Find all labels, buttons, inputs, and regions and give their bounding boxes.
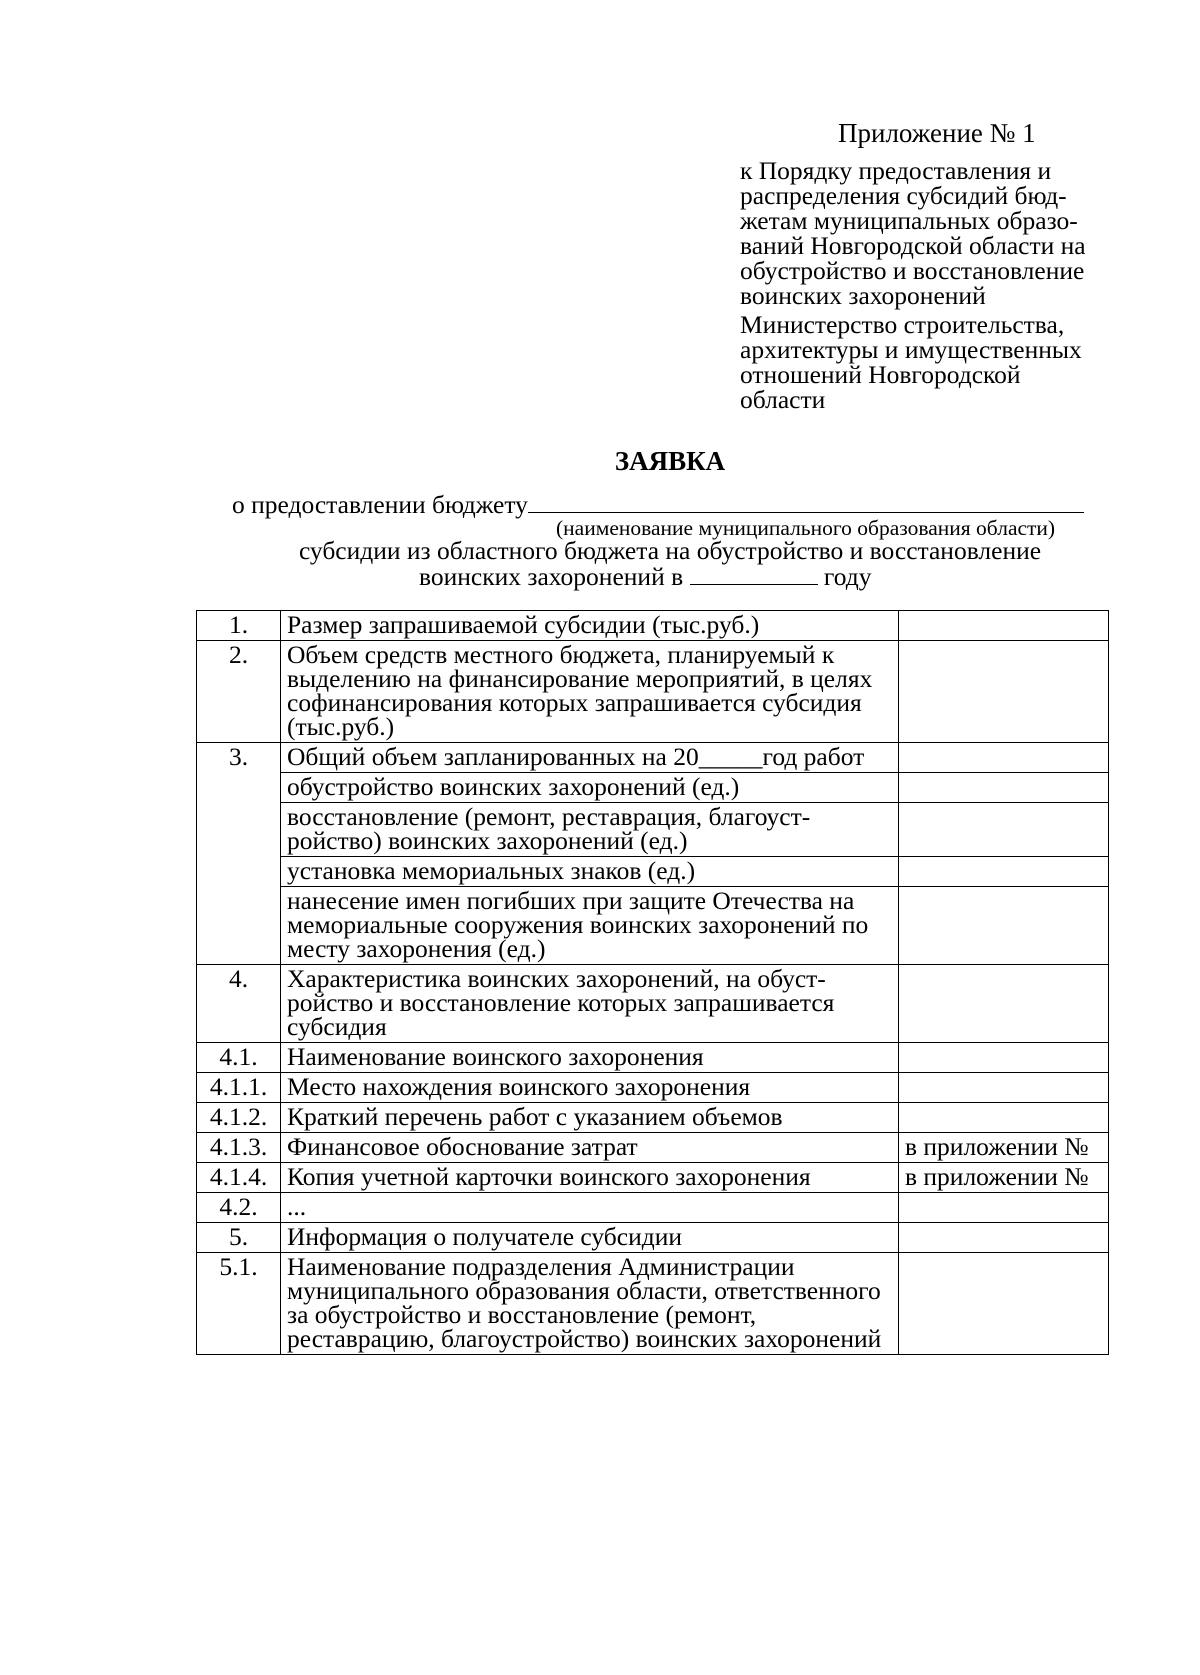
row-text: Наименование подразделения Администрации муниципального образования области, ответственного за обустройство и восстановление (ремонт, реставрацию, благоустройство) воинских захоронений: [281, 1253, 899, 1355]
row-text: восстановление (ремонт, реставрация, благоустройство) воинских захоронений (ед.): [281, 803, 899, 857]
row-number: 4.1.: [197, 1043, 281, 1073]
table-row: [197, 641, 1109, 743]
table-row: [197, 1073, 1109, 1103]
appendix-ref-line: воинских захоронений: [740, 281, 986, 310]
intro-note: (наименование муниципального образования области): [556, 516, 1056, 540]
row-text: Общий объем запланированных на 20_____год работ: [281, 743, 899, 773]
row-value: [899, 857, 1109, 887]
ministry-line: Министерство строительства,: [740, 310, 1065, 339]
row-value: [899, 1223, 1109, 1253]
row-text: нанесение имен погибших при защите Отечества на мемориальные сооружения воинских захоронений по месту захоронения (ед.): [281, 887, 899, 965]
row-value: [899, 803, 1109, 857]
row-text: Место нахождения воинского захоронения: [281, 1073, 899, 1103]
table-row: [197, 965, 1109, 1043]
ministry-line: архитектуры и имущественных: [740, 335, 1082, 364]
appendix-ref-line: жетам муниципальных образо-: [740, 206, 1078, 235]
row-value: [899, 887, 1109, 965]
row-text: Копия учетной карточки воинского захоронения: [281, 1163, 899, 1193]
row-value: [899, 743, 1109, 773]
document-title: ЗАЯВКА: [614, 446, 726, 476]
intro-line-1: [232, 490, 1084, 519]
table-row: [197, 1253, 1109, 1355]
table-row: [197, 1103, 1109, 1133]
row-value: [899, 641, 1109, 743]
row-number: 1.: [197, 611, 281, 641]
municipality-blank: [528, 490, 1084, 513]
row-value: [899, 611, 1109, 641]
table-row: [197, 887, 1109, 965]
table-row: [197, 611, 1109, 641]
row-text: обустройство воинских захоронений (ед.): [281, 773, 899, 803]
row-number: 4.: [197, 965, 281, 1043]
table-row: [197, 1163, 1109, 1193]
appendix-ref-line: ваний Новгородской области на: [740, 231, 1086, 260]
row-number: 4.1.2.: [197, 1103, 281, 1133]
row-number: 4.2.: [197, 1193, 281, 1223]
row-number: 3.: [197, 743, 281, 965]
row-value: [899, 1073, 1109, 1103]
ministry-line: области: [740, 385, 826, 414]
table-row: [197, 1043, 1109, 1073]
intro-text: году: [817, 562, 872, 591]
row-number: 2.: [197, 641, 281, 743]
year-blank: [690, 564, 818, 585]
intro-text: о предоставлении бюджету: [232, 490, 528, 519]
table-row: [197, 1133, 1109, 1163]
table-row: [197, 1223, 1109, 1253]
row-text: установка мемориальных знаков (ед.): [281, 857, 899, 887]
row-value: [899, 773, 1109, 803]
application-form-table: [196, 610, 1109, 1355]
row-value: [899, 965, 1109, 1043]
row-text: Наименование воинского захоронения: [281, 1043, 899, 1073]
appendix-ref-line: обустройство и восстановление: [740, 256, 1085, 285]
ministry-line: отношений Новгородской: [740, 360, 1021, 389]
table-row: [197, 857, 1109, 887]
row-text: Размер запрашиваемой субсидии (тыс.руб.): [281, 611, 899, 641]
row-text: Объем средств местного бюджета, планируемый к выделению на финансирование мероприятий, в целях софинансирования которых запрашивается субсидия (тыс.руб.): [281, 641, 899, 743]
intro-line-3: [419, 564, 871, 589]
row-text: Информация о получателе субсидии: [281, 1223, 899, 1253]
row-number: 4.1.4.: [197, 1163, 281, 1193]
appendix-reference: [740, 158, 1086, 308]
row-value: [899, 1253, 1109, 1355]
row-value: [899, 1193, 1109, 1223]
intro-text: воинских захоронений в: [419, 562, 690, 591]
appendix-ref-line: распределения субсидий бюд-: [740, 181, 1067, 210]
table-row: [197, 1193, 1109, 1223]
table-row: [197, 773, 1109, 803]
row-text: ...: [281, 1193, 899, 1223]
row-number: 4.1.1.: [197, 1073, 281, 1103]
table-row: [197, 803, 1109, 857]
table-row: [197, 743, 1109, 773]
row-text: Краткий перечень работ с указанием объемов: [281, 1103, 899, 1133]
ministry-addressee: [740, 312, 1082, 412]
row-number: 4.1.3.: [197, 1133, 281, 1163]
row-value: [899, 1043, 1109, 1073]
row-text: Финансовое обоснование затрат: [281, 1133, 899, 1163]
row-text: Характеристика воинских захоронений, на обустройство и восстановление которых запрашивается субсидия: [281, 965, 899, 1043]
appendix-title: Приложение № 1: [838, 118, 1036, 148]
appendix-ref-line: к Порядку предоставления и: [740, 156, 1052, 185]
row-value: в приложении №: [899, 1163, 1109, 1193]
intro-line-2: субсидии из областного бюджета на обустройство и восстановление: [298, 536, 1042, 565]
row-number: 5.1.: [197, 1253, 281, 1355]
row-value: [899, 1103, 1109, 1133]
row-value: в приложении №: [899, 1133, 1109, 1163]
row-number: 5.: [197, 1223, 281, 1253]
